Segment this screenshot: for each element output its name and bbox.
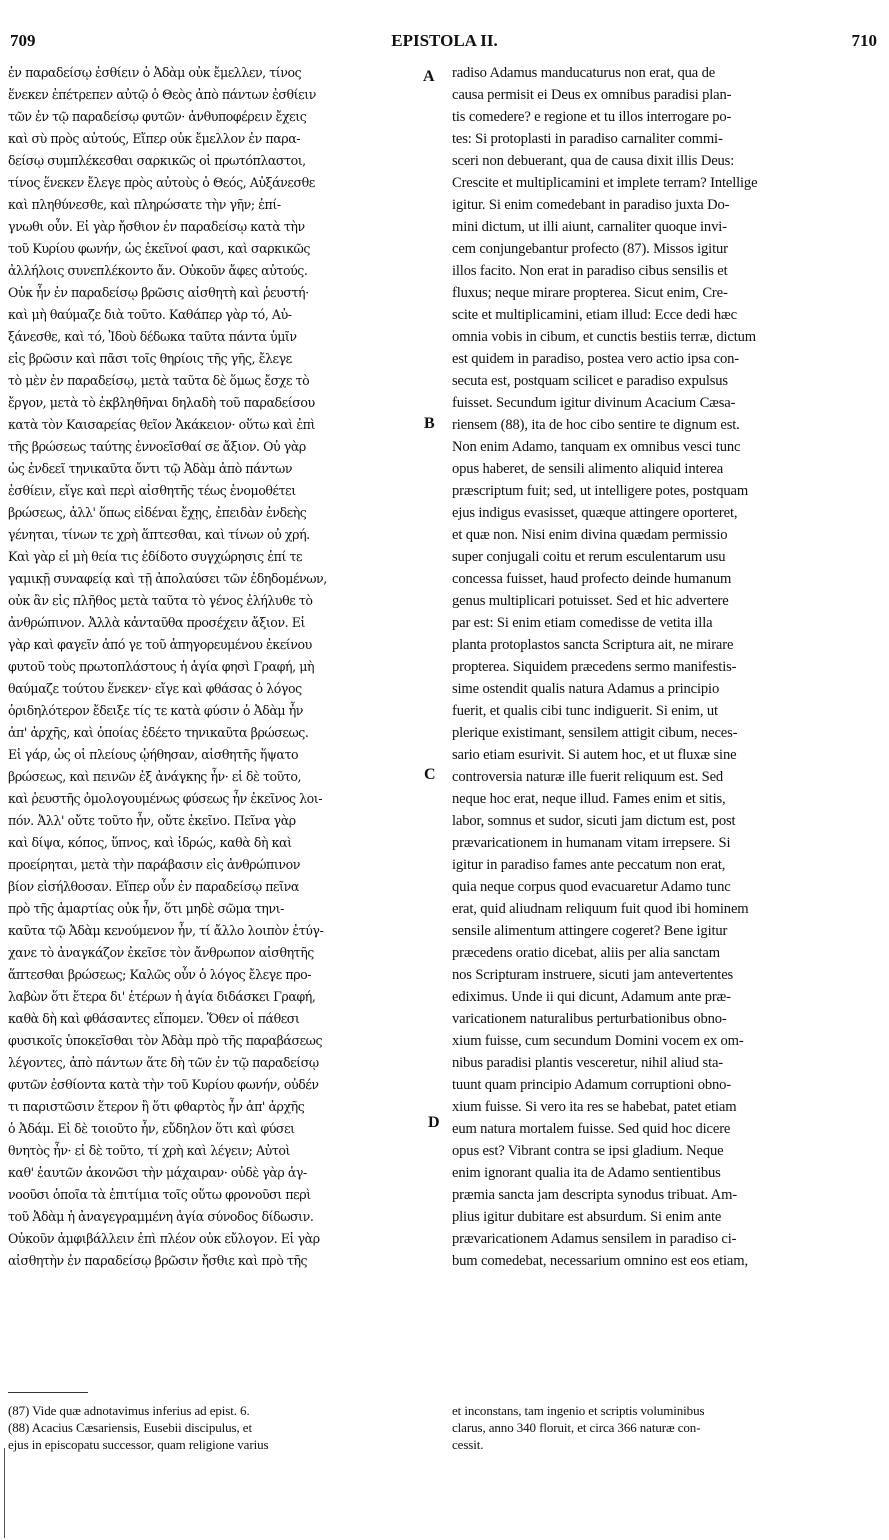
latin-text-line: plerique existimant, sensilem attigit cibum, neces- [452, 725, 738, 741]
greek-text-line: θνητὸς ἦν· εἰ δὲ τοῦτο, τί χρὴ καὶ λέγειν; Αὐτοὶ [8, 1143, 291, 1158]
greek-text-line: φυτῶν ἐσθίοντα κατὰ τὴν τοῦ Κυρίου φωνήν, οὐδέν [8, 1077, 319, 1092]
greek-text-line: προείρηται, μετὰ τὴν παράβασιν εἰς ἀνθρώπινον [8, 857, 300, 872]
greek-text-line: ἐσθίειν, εἴγε καὶ περὶ αἰσθητῆς τέως ἐνομοθέτει [8, 483, 296, 498]
latin-text-line: eum natura mortalem fuisse. Sed quid hoc dicere [452, 1121, 731, 1137]
latin-text-line: Crescite et multiplicamini et implete terram? Intellige [452, 175, 758, 191]
greek-text-line: γὰρ καὶ φαγεῖν ἀπό γε τοῦ ἀπηγορευμένου ἐκείνου [8, 637, 312, 652]
greek-text-line: λαβὼν ὅτι ἕτερα δι' ἑτέρων ἡ ἁγία διδάσκει Γραφή, [8, 989, 316, 1004]
footnote-line: clarus, anno 340 floruit, et circa 366 naturæ con- [452, 1420, 701, 1435]
greek-text-line: θαύμαζε τούτου ἕνεκεν· εἴγε καὶ φθάσας ὁ λόγος [8, 681, 302, 696]
latin-text-line: opus est? Vibrant contra se ipsi gladium. Neque [452, 1143, 724, 1159]
latin-text-line: ediximus. Unde ii qui dicunt, Adamum ante præ- [452, 989, 731, 1005]
latin-text-line: igitur. Si enim comedebant in paradiso juxta Do- [452, 197, 730, 213]
latin-text-line: tes: Si protoplasti in paradiso carnaliter commi- [452, 131, 723, 147]
latin-text-line: neque hoc erat, neque illud. Fames enim et sitis, [452, 791, 726, 807]
latin-text-line: opus haberet, de sensili alimento aliquid interea [452, 461, 724, 477]
greek-text-line: ὁριδηλότερον ἔδειξε τίς τε κατὰ φύσιν ὁ Ἀδὰμ ἦν [8, 703, 303, 718]
latin-text-line: scite et multiplicamini, etiam illud: Ecce dedi hæc [452, 307, 737, 323]
latin-text-line: ejus indigus evasisset, quæque attingere oporteret, [452, 505, 738, 521]
greek-text-line: νοοῦσι ὁποῖα τὰ ἐπιτίμια τοῖς οὕτω φρονοῦσι περὶ [8, 1187, 311, 1202]
greek-text-line: ἐν παραδείσῳ ἐσθίειν ὁ Ἀδὰμ οὐκ ἔμελλεν, τίνος [8, 65, 302, 80]
latin-text-line: igitur in paradiso fames ante peccatum non erat, [452, 857, 726, 873]
latin-text-line: concessa fuisset, haud profecto deinde humanum [452, 571, 732, 587]
greek-text-line: Οὐκοῦν ἀμφιβάλλειν ἐπὶ πλέον οὐκ εὔλογον. Εἰ γὰρ [8, 1231, 320, 1246]
margin-marker-a: A [423, 68, 435, 85]
latin-text-line: tis comedere? e regione et tu illos interrogare po- [452, 109, 732, 125]
greek-text-line: ἔργον, μετὰ τὸ ἐκβληθῆναι δηλαδὴ τοῦ παραδείσου [8, 395, 315, 410]
greek-text-line: καὶ ῥευστῆς ὁμολογουμένως φύσεως ἦν ἐκεῖνος λοι- [8, 791, 323, 806]
greek-text-line: φυτοῦ τοὺς πρωτοπλάστους ἡ ἁγία φησὶ Γραφή, μὴ [8, 659, 315, 674]
latin-text-line: enim ignorant qualia ita de Adamo sentientibus [452, 1165, 721, 1181]
greek-text-line: οὐκ ἂν εἰς πλῆθος μετὰ ταῦτα τὸ γένος ἐλήλυθε τὸ [8, 593, 313, 608]
greek-text-line: καῦτα τῷ Ἀδὰμ κενούμενον ἦν, τί ἄλλο λοιπὸν ἐτύγ- [8, 923, 324, 938]
latin-text-line: illos facito. Non erat in paradiso cibus sensilis et [452, 263, 728, 279]
latin-text-line: radiso Adamus manducaturus non erat, qua de [452, 65, 716, 81]
latin-text-line: fuerit, et qualis cibi tunc indiguerit. Si enim, ut [452, 703, 718, 719]
greek-text-line: εἰς βρῶσιν καὶ πᾶσι τοῖς θηρίοις τῆς γῆς, ἔλεγε [8, 351, 292, 366]
latin-text-line: controversia naturæ ille fuerit reliquum est. Sed [452, 769, 724, 785]
latin-text-line: prævaricationem Adamus sensilem in paradiso ci- [452, 1231, 737, 1247]
greek-text-line: πόν. Ἀλλ' οὔτε τοῦτο ἦν, οὔτε ἐκεῖνο. Πεῖνα γὰρ [8, 813, 296, 828]
latin-text-line: prævaricationem in humanam vitam irrepsere. Si [452, 835, 731, 851]
latin-text-line: præscriptum fuit; sed, ut intelligere potes, postquam [452, 483, 749, 499]
margin-marker-b: B [424, 415, 435, 432]
latin-text-line: causa permisit ei Deus ex omnibus paradisi plan- [452, 87, 732, 103]
latin-text-line: tuunt quam principio Adamum corruptioni obno- [452, 1077, 732, 1093]
scan-margin-line [4, 1448, 5, 1538]
footnote-line: (88) Acacius Cæsariensis, Eusebii discipulus, et [8, 1420, 252, 1435]
greek-text-line: ἀλλήλοις συνεπλέκοντο ἄν. Οὐκοῦν ἄφες αὐτούς. [8, 263, 308, 278]
greek-text-line: καθὰ δὴ καὶ φθάσαντες εἴπομεν. Ὅθεν οἱ πάθεσι [8, 1011, 300, 1026]
latin-text-line: labor, somnus et sudor, sicuti jam dictum est, post [452, 813, 736, 829]
greek-text-line: βρώσεως, ἀλλ' ὅπως εἰδέναι ἔχῃς, ἐπειδὰν ἐνδεὴς [8, 505, 307, 520]
greek-text-line: καὶ δίψα, κόπος, ὕπνος, καὶ ἱδρώς, καθὰ δὴ καὶ [8, 835, 292, 850]
greek-text-line: καὶ μὴ θαύμαζε διὰ τοῦτο. Καθάπερ γὰρ τό, Αὐ- [8, 307, 292, 322]
latin-text-line: propterea. Siquidem præcedens sermo manifestis- [452, 659, 737, 675]
greek-text-line: ὡς ἐνδεεῖ τηνικαῦτα ὄντι τῷ Ἀδὰμ ἀπὸ πάντων [8, 461, 293, 476]
greek-text-line: βίον εἰσήλθοσαν. Εἴπερ οὖν ἐν παραδείσῳ πεῖνα [8, 879, 299, 894]
latin-text-line: mini dictum, ut illi aiunt, carnaliter quoque invi- [452, 219, 727, 235]
latin-text-line: sensile alimentum attingere cogeret? Bene igitur [452, 923, 728, 939]
latin-text-line: nibus paradisi plantis vesceretur, nihil aliud sta- [452, 1055, 724, 1071]
footnotes-right [452, 1402, 862, 1453]
greek-text-line: τὸ μὲν ἐν παραδείσῳ, μετὰ ταῦτα δὲ ὅμως ἔσχε τὸ [8, 373, 310, 388]
greek-text-line: Καὶ γὰρ εἰ μὴ θεία τις ἐδίδοτο συγχώρησις ἐπί τε [8, 549, 303, 564]
greek-text-line: δείσῳ συμπλέκεσθαι σαρκικῶς οἱ πρωτόπλαστοι, [8, 153, 306, 168]
latin-text-line: erat, quid aliudnam reliquum fuit quod ibi hominem [452, 901, 749, 917]
latin-text-line: super conjugali coitu et rerum esculentarum usu [452, 549, 726, 565]
latin-text-line: bum comedebat, necessarium omnino est eos etiam, [452, 1253, 748, 1269]
footnote-line: cessit. [452, 1437, 484, 1452]
latin-text-line: Non enim Adamo, tanquam ex omnibus vesci tunc [452, 439, 741, 455]
greek-text-line: κατὰ τὸν Καισαρείας θεῖον Ἀκάκειον· οὕτω καὶ ἐπὶ [8, 417, 315, 432]
margin-marker-d: D [428, 1114, 440, 1131]
latin-text-line: cem conjungebantur profecto (87). Missos igitur [452, 241, 728, 257]
latin-text-line: varicationem naturalibus perturbationibus obno- [452, 1011, 727, 1027]
latin-text-line: xium fuisse, cum secundum Domini vocem ex om- [452, 1033, 744, 1049]
greek-text-line: λέγοντες, ἀπὸ πάντων ἅτε δὴ τῶν ἐν τῷ παραδείσῳ [8, 1055, 319, 1070]
latin-text-line: planta protoplastos sancta Scriptura ait, ne mirare [452, 637, 734, 653]
greek-text-line: τῆς βρώσεως ταύτης ἐννοεῖσθαί σε ἄξιον. Οὐ γὰρ [8, 439, 306, 454]
greek-text-line: ἅπτεσθαι βρώσεως; Καλῶς οὖν ὁ λόγος ἔλεγε προ- [8, 967, 312, 982]
greek-text-line: ἀπ' ἀρχῆς, καὶ ὁποίας ἐδέετο τηνικαῦτα βρώσεως. [8, 725, 309, 740]
greek-text-line: καὶ σὺ πρὸς αὐτούς, Εἴπερ οὐκ ἔμελλον ἐν παρα- [8, 131, 301, 146]
greek-text-line: Οὐκ ἦν ἐν παραδείσῳ βρῶσις αἰσθητὴ καὶ ῥευστή· [8, 285, 309, 300]
footnote-rule [8, 1392, 88, 1393]
latin-text-line: omnia vobis in cibum, et cunctis bestiis terræ, dictum [452, 329, 756, 345]
footnotes-left [8, 1402, 438, 1453]
running-title: EPISTOLA II. [391, 31, 498, 50]
left-page-number: 709 [10, 31, 36, 50]
greek-text-line: γνωθι οὖν. Εἰ γὰρ ἤσθιον ἐν παραδείσῳ κατὰ τὴν [8, 219, 305, 234]
footnote-line: et inconstans, tam ingenio et scriptis voluminibus [452, 1403, 705, 1418]
latin-text-line: fluxus; neque mirare propterea. Sicut enim, Cre- [452, 285, 728, 301]
greek-text-line: ὁ Ἀδάμ. Εἰ δὲ τοιοῦτο ἦν, εὔδηλον ὅτι καὶ φύσει [8, 1121, 295, 1136]
latin-text-line: sario etiam esurivit. Si autem hoc, et ut fluxæ sine [452, 747, 737, 763]
latin-text-line: riensem (88), ita de hoc cibo sentire te dignum est. [452, 417, 740, 433]
latin-text-line: xium fuisse. Si vero ita res se habebat, patet etiam [452, 1099, 737, 1115]
latin-text-line: sceri non debuerant, qua de causa dixit illis Deus: [452, 153, 735, 169]
greek-text-line: ἀνθρώπινον. Ἀλλὰ κἀνταῦθα προσέχειν ἄξιον. Εἰ [8, 615, 305, 630]
latin-text-line: nos Scripturam instruere, sicuti jam antevertentes [452, 967, 734, 983]
greek-column [8, 62, 436, 1272]
greek-text-line: γαμικῇ συναφείᾳ καὶ τῇ ἀπολαύσει τῶν ἐδηδομένων, [8, 571, 327, 586]
greek-text-line: τίνος ἕνεκεν ἔλεγε πρὸς αὐτοὺς ὁ Θεός, Αὐξάνεσθε [8, 175, 315, 190]
latin-text-line: et quæ non. Nisi enim divina quædam permissio [452, 527, 728, 543]
greek-text-line: αἰσθητὴν ἐν παραδείσῳ βρῶσιν ἤσθιε καὶ πρὸ τῆς [8, 1253, 308, 1268]
footnote-line: (87) Vide quæ adnotavimus inferius ad epist. 6. [8, 1403, 250, 1418]
latin-text-line: genus multiplicari potuisset. Sed et hic advertere [452, 593, 729, 609]
right-page-number: 710 [851, 31, 877, 50]
latin-text-line: est quidem in paradiso, postea vero actio ipsa con- [452, 351, 739, 367]
greek-text-line: καὶ πληθύνεσθε, καὶ πληρώσατε τὴν γῆν; ἐπί- [8, 197, 281, 212]
latin-text-line: sime ostendit qualis natura Adamus a principio [452, 681, 720, 697]
latin-text-line: secuta est, postquam scilicet e paradiso expulsus [452, 373, 728, 389]
greek-text-line: βρώσεως, καὶ πεινῶν ἐξ ἀνάγκης ἦν· εἰ δὲ τοῦτο, [8, 769, 302, 784]
latin-text-line: præcedens oratio dicebat, aliis per alia sanctam [452, 945, 720, 961]
greek-text-line: ἕνεκεν ἐπέτρεπεν αὐτῷ ὁ Θεὸς ἀπὸ πάντων ἐσθίειν [8, 87, 316, 102]
latin-text-line: plius igitur dubitare est absurdum. Si enim ante [452, 1209, 722, 1225]
greek-text-line: γένηται, τίνων τε χρὴ ἅπτεσθαι, καὶ τίνων οὐ χρή. [8, 527, 310, 542]
latin-column [452, 62, 862, 1272]
greek-text-line: τι παριστῶσιν ἕτερον ἢ ὅτι φθαρτὸς ἦν ἀπ' ἀρχῆς [8, 1099, 305, 1114]
greek-text-line: ξάνεσθε, καὶ τό, Ἰδοὺ δέδωκα ταῦτα πάντα ὑμῖν [8, 329, 297, 344]
footnote-line: ejus in episcopatu successor, quam religione varius [8, 1437, 269, 1452]
margin-marker-c: C [424, 766, 436, 783]
latin-text-line: præmia sancta jam descripta synodus tribuat. Am- [452, 1187, 738, 1203]
greek-text-line: τοῦ Ἀδὰμ ἡ ἀναγεγραμμένη ἁγία σύνοδος δίδωσιν. [8, 1209, 314, 1224]
greek-text-line: τῶν ἐν τῷ παραδείσῳ φυτῶν· ἀνθυποφέρειν ἔχεις [8, 109, 307, 124]
latin-text-line: fuisset. Secundum igitur divinum Acacium Cæsa- [452, 395, 736, 411]
latin-text-line: quia neque corpus quod evacuaretur Adamo tunc [452, 879, 731, 895]
greek-text-line: φυσικοῖς ὑποκεῖσθαι τὸν Ἀδὰμ πρὸ τῆς παραβάσεως [8, 1033, 323, 1048]
greek-text-line: χανε τὸ ἀναγκάζον ἐκεῖσε τὸν ἄνθρωπον αἰσθητῆς [8, 945, 314, 960]
latin-text-line: par est: Si enim etiam comedisse de vetita illa [452, 615, 713, 631]
greek-text-line: πρὸ τῆς ἁμαρτίας οὐκ ἦν, ὅτι μηδὲ σῶμα τηνι- [8, 901, 284, 916]
greek-text-line: Εἰ γάρ, ὡς οἱ πλείους ᾠήθησαν, αἰσθητῆς ἥψατο [8, 747, 299, 762]
greek-text-line: καθ' ἑαυτῶν ἀκονῶσι τὴν μάχαιραν· οὐδὲ γὰρ ἀγ- [8, 1165, 307, 1180]
greek-text-line: τοῦ Κυρίου φωνήν, ὡς ἐκεῖνοί φασι, καὶ σαρκικῶς [8, 241, 310, 256]
